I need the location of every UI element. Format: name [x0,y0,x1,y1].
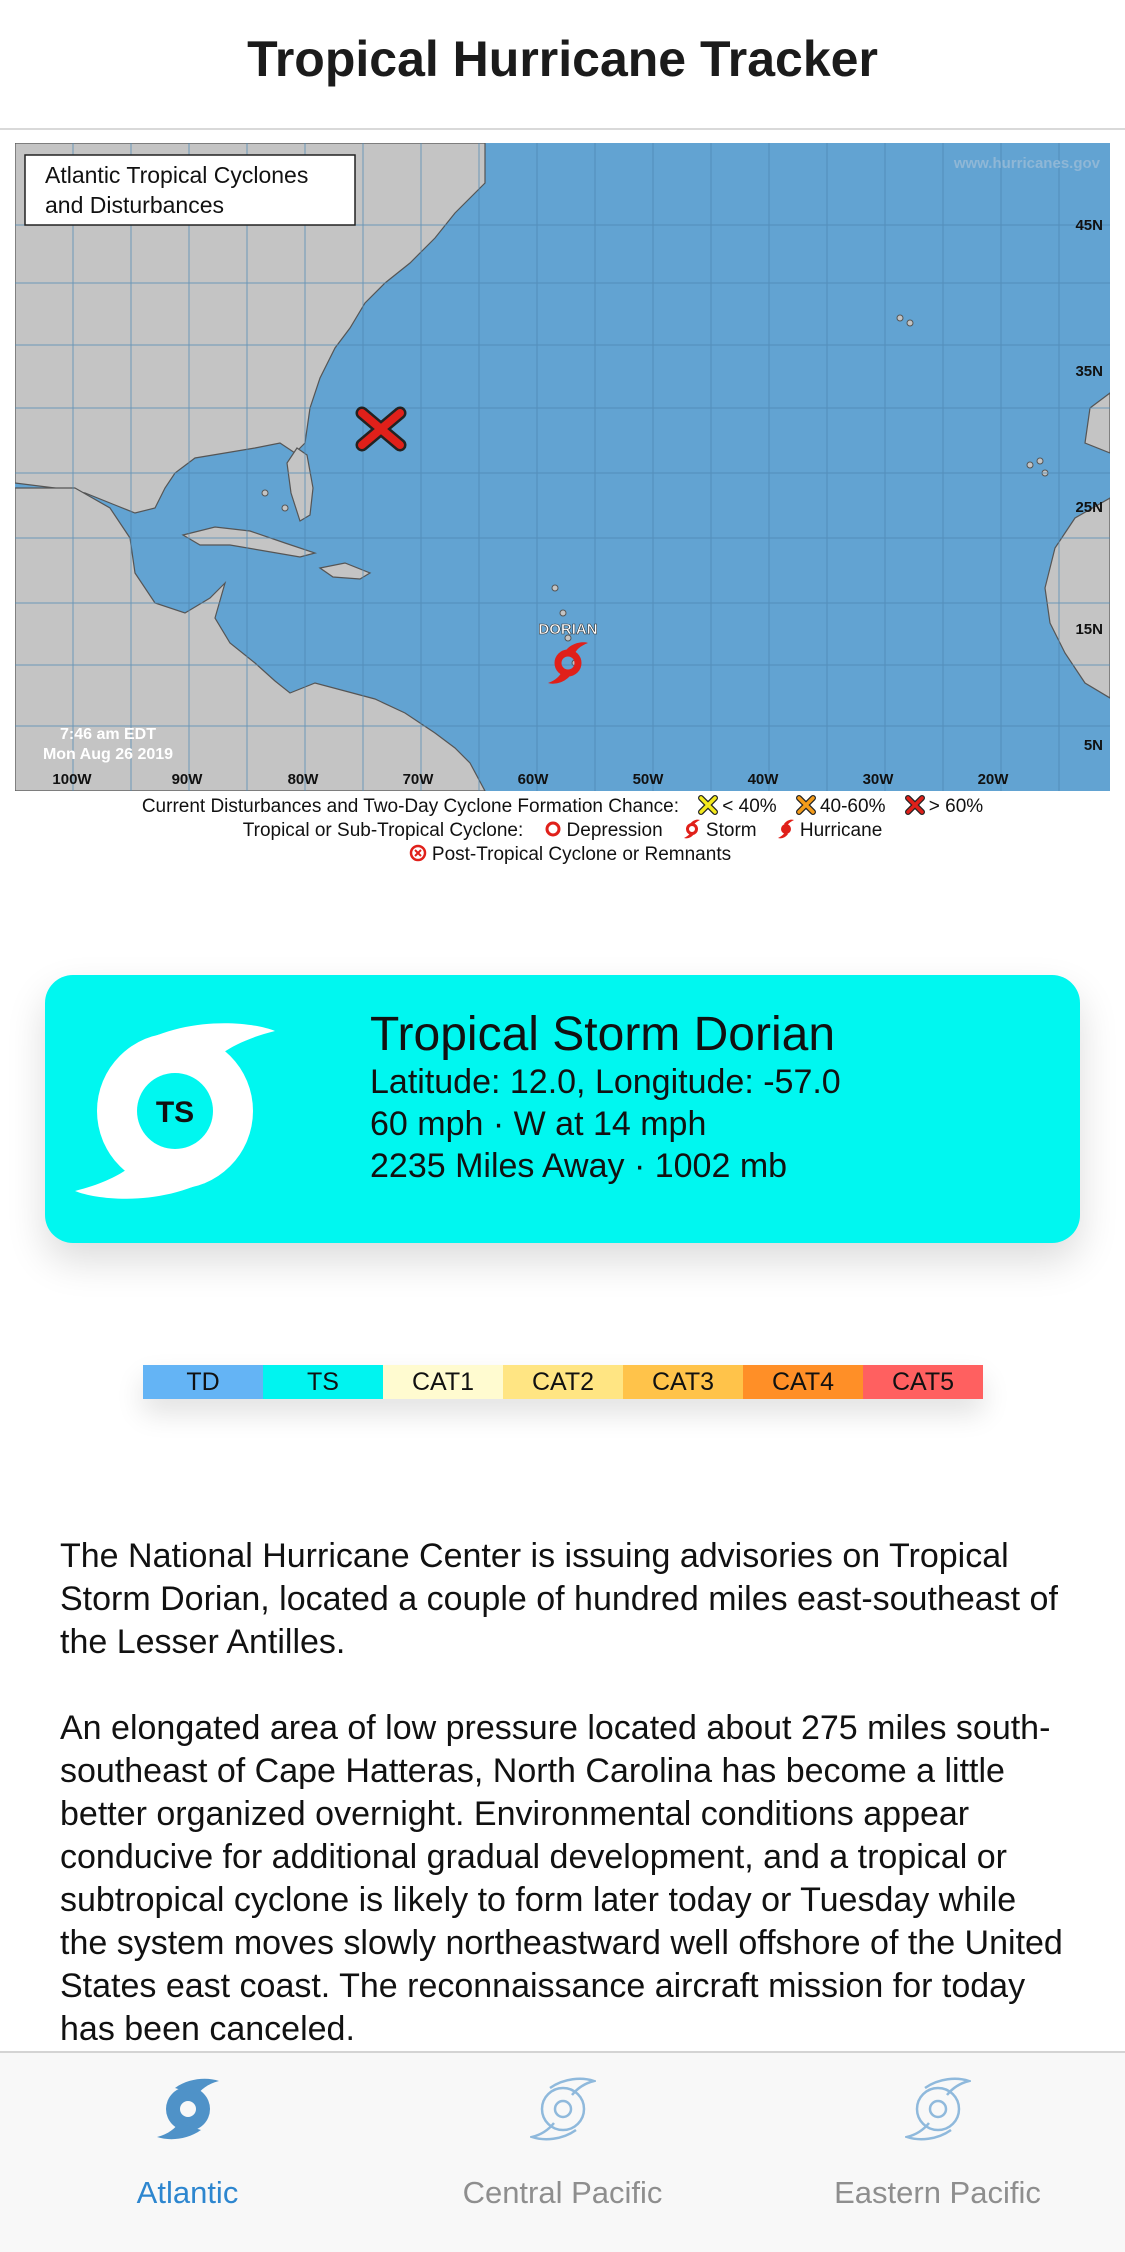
scale-cat4: CAT4 [743,1365,863,1399]
hurricane-outline-icon [530,2073,596,2143]
lon-label-100w: 100W [52,771,92,788]
lon-label-80w: 80W [287,771,319,788]
legend-post-tropical: Post-Tropical Cyclone or Remnants [431,844,732,865]
storm-card[interactable] [45,975,1080,1243]
scale-td: TD [143,1365,263,1399]
lat-label-35n: 35N [1075,363,1103,380]
legend-storm: Storm [705,820,757,841]
map-storm-label: DORIAN [538,621,598,638]
tab-atlantic-label: Atlantic [136,2175,239,2210]
lon-label-60w: 60W [517,771,549,788]
hurricane-icon [776,819,796,839]
hurricane-outline-icon [905,2073,971,2143]
legend-low-chance: < 40% [722,796,777,817]
x-orange-icon [796,795,816,815]
post-tropical-icon [408,843,428,863]
legend-depression: Depression [566,820,663,841]
scale-ts: TS [263,1365,383,1399]
tab-bar [0,2051,1125,2252]
tropical-storm-icon [75,1011,275,1211]
depression-icon [543,819,563,839]
outlook-map[interactable] [15,143,1110,791]
map-legend-post-tropical [0,843,1125,866]
tab-eastern-pacific-label: Eastern Pacific [834,2175,1041,2210]
advisory-paragraph-2: An elongated area of low pressure located about 275 miles south- southeast of Cape Hatteras, North Carolina has become a little better organized overnight. Environmental conditions appear conducive for additional gradual development, and a tropical or subtropical cyclone is likely to form later today or Tuesday while the system moves slowly northeastward well offshore of the United States east coast. The reconnaissance aircraft mission for today has been canceled. [60,1709,1063,2047]
advisory-text[interactable] [60,1535,1070,2047]
storm-name: Tropical Storm Dorian [370,1008,836,1061]
storm-distance-pressure: 2235 Miles Away · 1002 mb [370,1147,788,1185]
page-title: Tropical Hurricane Tracker [247,31,878,87]
hurricane-filled-icon [155,2073,221,2143]
map-box-title-line2: and Disturbances [45,192,224,218]
lat-label-5n: 5N [1083,737,1103,754]
storm-category-badge: TS [155,1096,195,1129]
legend-cyclone-label: Tropical or Sub-Tropical Cyclone: [242,820,524,841]
scale-cat5: CAT5 [863,1365,983,1399]
map-watermark: www.hurricanes.gov [953,155,1100,172]
tab-eastern-pacific[interactable] [750,2053,1125,2252]
advisory-paragraph-1: The National Hurricane Center is issuing advisories on Tropical Storm Dorian, located a couple of hundred miles east-southeast of the Lesser Antilles. [60,1537,1058,1661]
storm-icon [682,819,702,839]
scale-cat2: CAT2 [503,1365,623,1399]
map-box-title-line1: Atlantic Tropical Cyclones [45,162,309,188]
lon-label-90w: 90W [171,771,203,788]
lon-label-20w: 20W [977,771,1009,788]
storm-position: Latitude: 12.0, Longitude: -57.0 [370,1063,841,1101]
legend-disturbance-label: Current Disturbances and Two-Day Cyclone Formation Chance: [141,796,679,817]
lon-label-50w: 50W [632,771,664,788]
tab-central-pacific[interactable] [375,2053,750,2252]
lon-label-40w: 40W [747,771,779,788]
lon-label-70w: 70W [402,771,434,788]
tab-central-pacific-label: Central Pacific [462,2175,663,2210]
lon-label-30w: 30W [862,771,894,788]
x-red-icon [905,795,925,815]
lat-label-25n: 25N [1075,499,1103,516]
legend-hurricane: Hurricane [799,820,883,841]
scale-cat1: CAT1 [383,1365,503,1399]
map-timestamp-line2: Mon Aug 26 2019 [42,746,174,763]
navigation-bar [0,0,1125,130]
storm-wind-motion: 60 mph · W at 14 mph [370,1105,707,1143]
scale-cat3: CAT3 [623,1365,743,1399]
category-scale [143,1365,983,1399]
map-legend-disturbances [0,795,1125,818]
lat-label-45n: 45N [1075,217,1103,234]
map-legend-cyclones [0,819,1125,842]
legend-high-chance: > 60% [928,796,984,817]
map-timestamp-line1: 7:46 am EDT [59,726,157,743]
x-yellow-icon [698,795,718,815]
legend-mid-chance: 40-60% [819,796,886,817]
lat-label-15n: 15N [1075,621,1103,638]
tab-atlantic[interactable] [0,2053,375,2252]
